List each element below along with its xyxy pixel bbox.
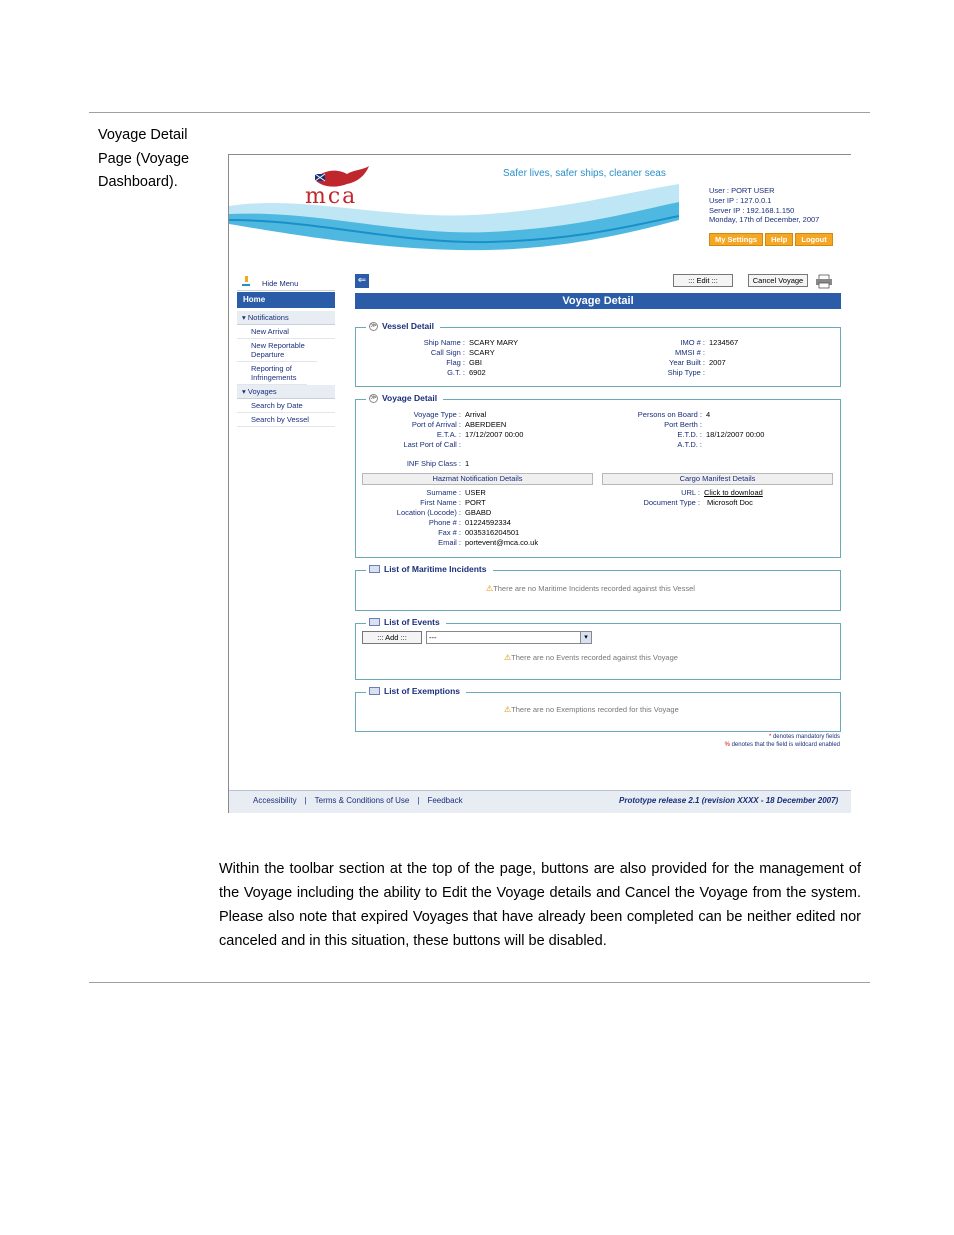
incidents-empty-message: ⚠There are no Maritime Incidents recorded against this Vessel [486, 584, 695, 593]
list-icon [369, 618, 380, 626]
nav-home[interactable]: Home [237, 292, 335, 308]
warning-icon: ⚠ [486, 584, 494, 593]
collapse-chevron-icon: ≫ [370, 394, 377, 401]
nav-item-search-by-vessel[interactable]: Search by Vessel [237, 413, 335, 427]
cancel-voyage-button[interactable]: Cancel Voyage [748, 274, 808, 287]
exemptions-empty-message: ⚠There are no Exemptions recorded for this Voyage [504, 705, 679, 714]
feedback-link[interactable]: Feedback [427, 796, 463, 805]
exemptions-panel [355, 686, 841, 732]
hazmat-subheading: Hazmat Notification Details [362, 473, 593, 485]
list-icon [369, 565, 380, 573]
user-info: User : PORT USER User IP : 127.0.0.1 Server IP : 192.168.1.150 Monday, 17th of December, 2007 [709, 186, 820, 225]
vessel-detail-panel: ≫ Vessel Detail Ship Name : SCARY MARY Call Sign : SCARY Flag : GBI G.T. : 6902 IMO # : 1234567 MMSI # : Year Built : 2007 Ship Type : [355, 327, 841, 387]
release-info: Prototype release 2.1 (revision XXXX - 18 December 2007) [619, 796, 839, 805]
chevron-down-icon: ▾ [580, 632, 591, 643]
nav-item-new-reportable-departure[interactable]: New Reportable Departure [237, 339, 317, 362]
terms-link[interactable]: Terms & Conditions of Use [314, 796, 410, 805]
footer: Accessibility | Terms & Conditions of Use | Feedback Prototype release 2.1 (revision XXXX - 18 December 2007) [229, 790, 851, 813]
my-settings-button[interactable]: My Settings [709, 233, 763, 246]
bottom-rule [89, 982, 870, 983]
cargo-subheading: Cargo Manifest Details [602, 473, 833, 485]
nav-section-voyages[interactable]: ▾ Voyages [237, 385, 335, 399]
logout-button[interactable]: Logout [795, 233, 832, 246]
accessibility-link[interactable]: Accessibility [253, 796, 297, 805]
mandatory-note: * denotes mandatory fields [768, 734, 840, 740]
page-title: Voyage Detail [355, 293, 841, 309]
edit-voyage-button[interactable]: ::: Edit ::: [673, 274, 733, 287]
hide-menu-toggle[interactable]: Hide Menu [237, 274, 335, 291]
nav-section-notifications[interactable]: ▾ Notifications [237, 311, 335, 325]
description-paragraph: Within the toolbar section at the top of the page, buttons are also provided for the management of the Voyage including the ability to Edit the Voyage details and Cancel the Voyage from the system. Please also note that expired Voyages that have already been completed can be neither edited nor canceled and in this situation, these buttons will be disabled. [219, 861, 861, 949]
print-icon[interactable] [815, 274, 833, 289]
add-event-button[interactable]: ::: Add ::: [362, 631, 422, 644]
hide-menu-icon [239, 274, 253, 288]
collapse-chevron-icon: ≫ [370, 322, 377, 329]
nav-item-search-by-date[interactable]: Search by Date [237, 399, 335, 413]
wildcard-note: % denotes that the field is wildcard enabled [724, 742, 840, 748]
sidebar-nav [237, 311, 335, 427]
tagline: Safer lives, safer ships, cleaner seas [503, 168, 666, 179]
vessel-detail-legend[interactable]: ≫ Vessel Detail [366, 321, 440, 331]
back-arrow-icon[interactable]: ⇐ [355, 274, 369, 288]
top-rule [89, 112, 870, 113]
header-buttons [709, 233, 833, 246]
mca-logo-text: mca [305, 184, 358, 209]
nav-item-new-arrival[interactable]: New Arrival [237, 325, 335, 339]
cargo-download-link[interactable]: Click to download [704, 488, 763, 497]
events-empty-message: ⚠There are no Events recorded against this Voyage [504, 653, 678, 662]
screenshot-frame [228, 154, 851, 813]
voyage-detail-legend[interactable]: ≫ Voyage Detail [366, 393, 443, 403]
maritime-incidents-legend[interactable]: List of Maritime Incidents [366, 564, 493, 574]
warning-icon: ⚠ [504, 705, 512, 714]
events-legend[interactable]: List of Events [366, 617, 446, 627]
help-button[interactable]: Help [765, 233, 793, 246]
toolbar [355, 274, 841, 292]
maritime-incidents-panel [355, 564, 841, 611]
list-icon [369, 687, 380, 695]
event-type-select[interactable]: --- ▾ [426, 631, 592, 644]
exemptions-legend[interactable]: List of Exemptions [366, 686, 466, 696]
voyage-detail-panel: ≫ Voyage Detail Voyage Type : Arrival Port of Arrival : ABERDEEN E.T.A. : 17/12/2007 00:00 Last Port of Call : INF Ship Class : 1 Persons on Board : 4 Port Berth : E.T.D. : 18/12/2007 00:00 A.T.D. : Hazmat Notification Details Cargo Manifest Details Surname : USER First Name : PORT Location (Locode) : GBABD Phone # : 01224592334 Fax # : 0035316204501 Email : portevent@mca.co.uk URL : Click to download Document Type : Microsoft Doc [355, 399, 841, 558]
figure-caption: Voyage Detail Page (Voyage Dashboard). [98, 127, 190, 190]
events-panel [355, 617, 841, 680]
nav-item-reporting-infringements[interactable]: Reporting of Infringements [237, 362, 307, 385]
warning-icon: ⚠ [504, 653, 512, 662]
